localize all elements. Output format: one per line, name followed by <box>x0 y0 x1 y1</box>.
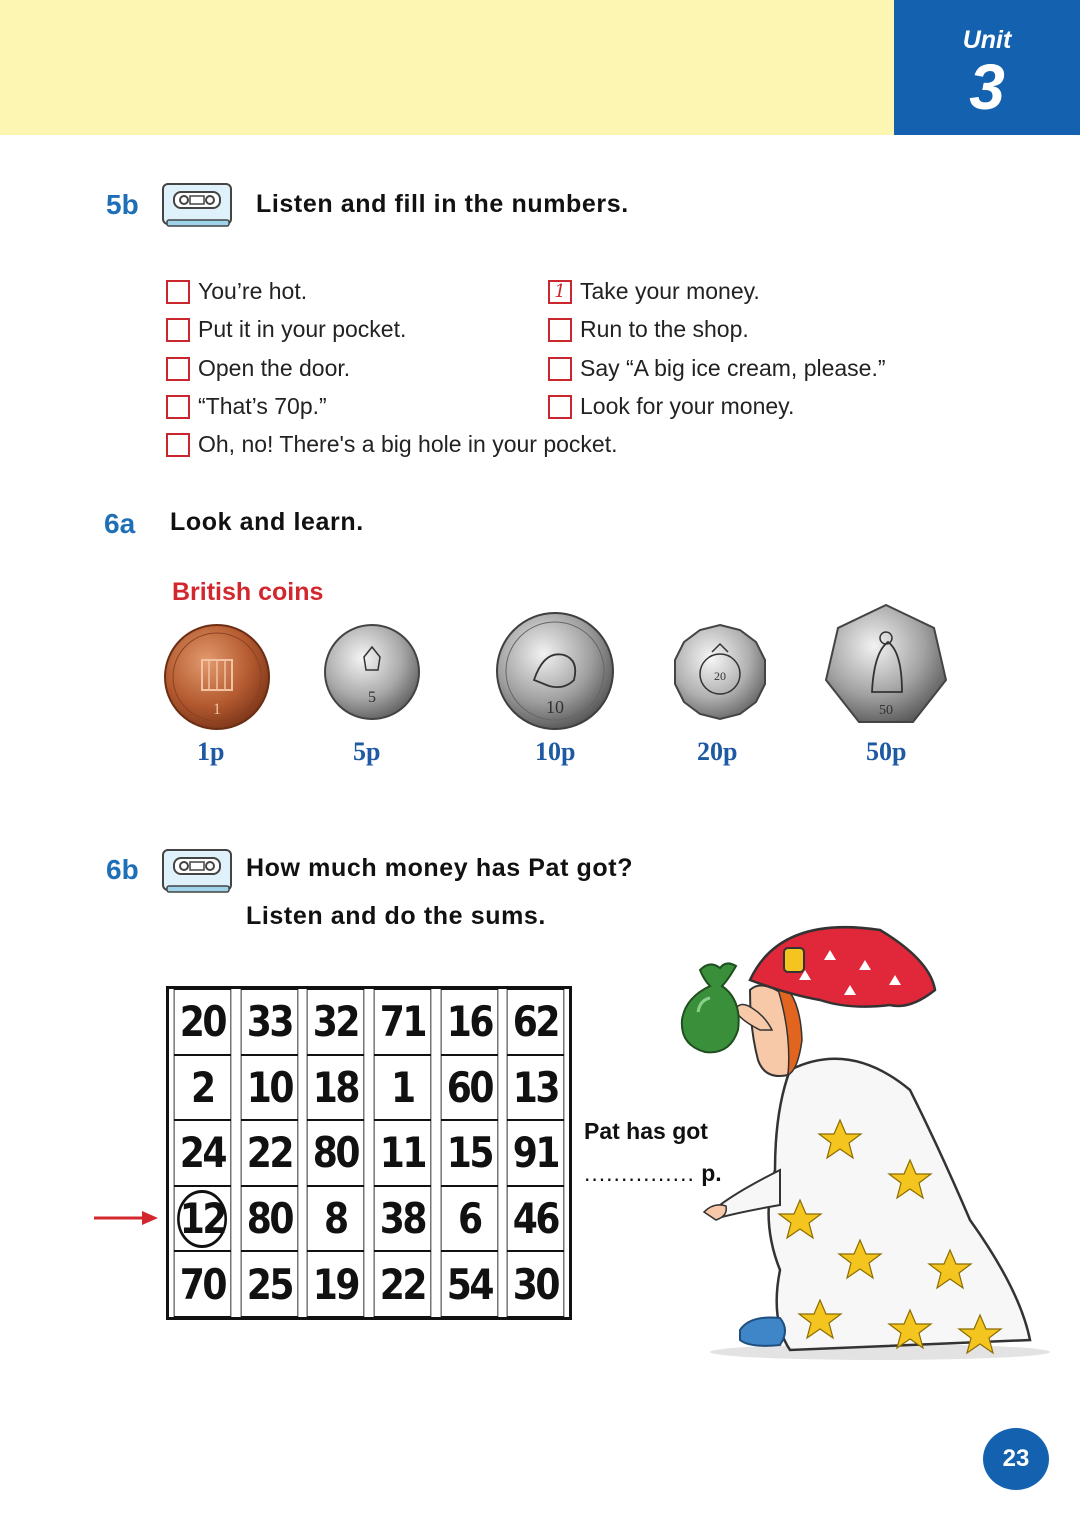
fifty-pence-coin-image <box>822 602 950 728</box>
item-text: “That’s 70p.” <box>198 393 327 419</box>
number-grid <box>166 986 572 1320</box>
item-text: Oh, no! There's a big hole in your pocket. <box>198 431 618 457</box>
grid-cell[interactable]: 33 <box>240 989 297 1055</box>
coin-face-value: 20 <box>714 669 726 683</box>
answer-box[interactable] <box>166 318 190 342</box>
coin-face-value: 50 <box>879 703 893 718</box>
item-text: You’re hot. <box>198 278 308 304</box>
grid-cell[interactable]: 60 <box>440 1055 497 1121</box>
section-6b-subtitle: Listen and do the sums. <box>246 902 546 930</box>
answer-box[interactable] <box>548 318 572 342</box>
arrow-right-icon <box>92 1208 160 1228</box>
section-5b-number: 5b <box>106 189 139 220</box>
grid-cell[interactable]: 71 <box>374 989 431 1055</box>
grid-cell[interactable]: 22 <box>240 1120 297 1186</box>
checklist-item <box>166 316 406 343</box>
checklist-item <box>166 431 618 458</box>
checklist-item <box>166 393 327 420</box>
item-text: Say “A big ice cream, please.” <box>580 355 886 381</box>
checklist-item <box>548 393 794 420</box>
section-6a-title: Look and learn. <box>170 508 364 536</box>
section-5b-title: Listen and fill in the numbers. <box>256 190 629 218</box>
item-text: Run to the shop. <box>580 316 749 342</box>
item-text: Take your money. <box>580 278 760 304</box>
checklist-item <box>166 355 350 382</box>
grid-cell[interactable]: 54 <box>440 1251 497 1317</box>
grid-cell[interactable]: 46 <box>507 1186 564 1252</box>
grid-cell[interactable]: 13 <box>507 1055 564 1121</box>
coin-label-50p: 50p <box>866 737 907 766</box>
grid-cell[interactable]: 91 <box>507 1120 564 1186</box>
answer-box[interactable] <box>166 280 190 304</box>
section-6a-number: 6a <box>104 508 136 539</box>
grid-cell[interactable]: 2 <box>174 1055 231 1121</box>
answer-box[interactable] <box>548 395 572 419</box>
coin-face-value: 5 <box>368 689 376 706</box>
coins-subtitle: British coins <box>172 578 324 606</box>
answer-box[interactable] <box>166 395 190 419</box>
answer-label: Pat has got <box>584 1118 708 1144</box>
grid-cell[interactable]: 6 <box>440 1186 497 1252</box>
answer-box[interactable] <box>548 357 572 381</box>
grid-cell[interactable]: 10 <box>240 1055 297 1121</box>
unit-label: Unit <box>962 26 1012 54</box>
page-number-badge: 23 <box>983 1428 1049 1490</box>
item-text: Put it in your pocket. <box>198 316 407 342</box>
section-6b-number: 6b <box>106 854 139 885</box>
unit-number: 3 <box>969 51 1005 123</box>
coin-face-value: 1 <box>213 701 221 718</box>
answer-blank[interactable]: ............... <box>584 1160 695 1186</box>
checklist-item <box>548 355 886 382</box>
grid-cell[interactable]: 32 <box>307 989 364 1055</box>
coin-label-1p: 1p <box>197 737 225 766</box>
grid-cell[interactable]: 20 <box>174 989 231 1055</box>
pat-illustration <box>680 920 1060 1365</box>
grid-cell[interactable]: 1 <box>374 1055 431 1121</box>
grid-cell-circled[interactable]: 12 <box>174 1186 231 1252</box>
grid-cell[interactable]: 25 <box>240 1251 297 1317</box>
grid-cell[interactable]: 8 <box>307 1186 364 1252</box>
grid-cell[interactable]: 30 <box>507 1251 564 1317</box>
answer-box[interactable] <box>166 357 190 381</box>
coin-face-value: 10 <box>546 697 564 717</box>
item-text: Open the door. <box>198 355 351 381</box>
unit-badge <box>894 0 1080 135</box>
header-band <box>0 0 894 135</box>
answer-box[interactable]: 1 <box>548 280 572 304</box>
twenty-pence-coin-image <box>670 622 770 722</box>
answer-unit: p. <box>701 1160 722 1186</box>
item-text: Look for your money. <box>580 393 795 419</box>
five-pence-coin-image <box>322 622 422 722</box>
grid-cell[interactable]: 11 <box>374 1120 431 1186</box>
cassette-icon <box>160 180 236 230</box>
grid-cell[interactable]: 24 <box>174 1120 231 1186</box>
coin-label-10p: 10p <box>535 737 576 766</box>
checklist-item <box>548 278 760 305</box>
section-6b-title: How much money has Pat got? <box>246 854 634 882</box>
grid-cell[interactable]: 15 <box>440 1120 497 1186</box>
grid-cell[interactable]: 22 <box>374 1251 431 1317</box>
cassette-icon <box>160 846 236 896</box>
coin-label-20p: 20p <box>697 737 738 766</box>
ten-pence-coin-image <box>494 610 616 732</box>
grid-cell[interactable]: 62 <box>507 989 564 1055</box>
grid-cell[interactable]: 18 <box>307 1055 364 1121</box>
grid-cell[interactable]: 16 <box>440 989 497 1055</box>
checklist-item <box>166 278 307 305</box>
grid-cell[interactable]: 19 <box>307 1251 364 1317</box>
grid-cell[interactable]: 80 <box>240 1186 297 1252</box>
grid-cell[interactable]: 38 <box>374 1186 431 1252</box>
checklist-item <box>548 316 749 343</box>
grid-cell[interactable]: 70 <box>174 1251 231 1317</box>
coin-label-5p: 5p <box>353 737 381 766</box>
answer-box[interactable] <box>166 433 190 457</box>
penny-coin-image <box>162 622 272 732</box>
grid-cell[interactable]: 80 <box>307 1120 364 1186</box>
